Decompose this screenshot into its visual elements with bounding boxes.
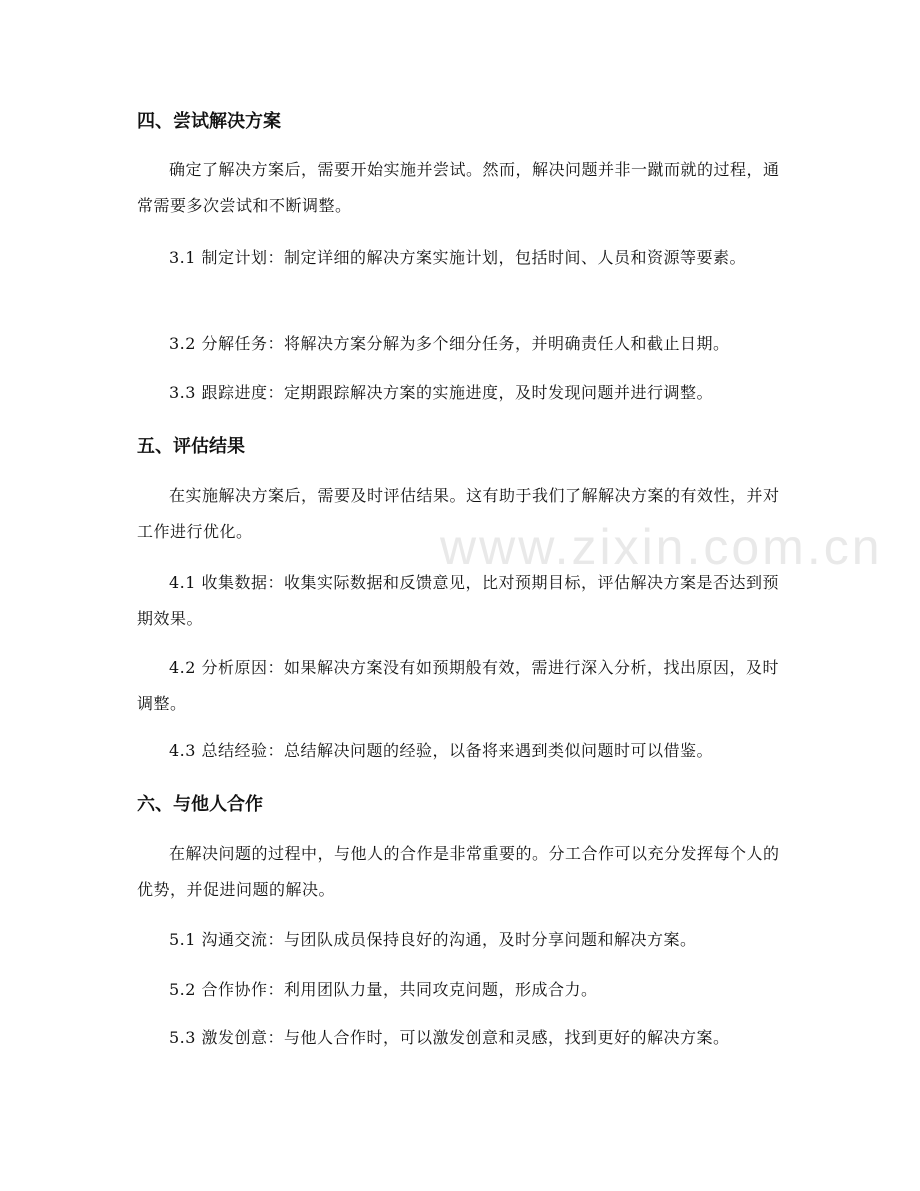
watermark: www.zixin.com.cn [440,519,883,575]
paragraph: 5.2 合作协作：利用团队力量，共同攻克问题，形成合力。 [169,980,598,999]
paragraph: 5.3 激发创意：与他人合作时，可以激发创意和灵感，找到更好的解决方案。 [169,1028,730,1047]
paragraph: 5.1 沟通交流：与团队成员保持良好的沟通，及时分享问题和解决方案。 [169,930,697,949]
section-heading: 六、与他人合作 [137,794,263,815]
paragraph: 4.3 总结经验：总结解决问题的经验，以备将来遇到类似问题时可以借鉴。 [169,741,714,760]
paragraph: 4.2 分析原因：如果解决方案没有如预期般有效，需进行深入分析，找出原因，及时调整。 [137,658,780,713]
paragraph: 3.3 跟踪进度：定期跟踪解决方案的实施进度，及时发现问题并进行调整。 [169,383,714,402]
section-heading: 四、尝试解决方案 [137,111,281,132]
paragraph: 确定了解决方案后，需要开始实施并尝试。然而，解决问题并非一蹴而就的过程，通常需要多次尝试和不断调整。 [137,160,780,215]
paragraph: 3.2 分解任务：将解决方案分解为多个细分任务，并明确责任人和截止日期。 [169,334,730,353]
paragraph: 4.1 收集数据：收集实际数据和反馈意见，比对预期目标，评估解决方案是否达到预期效果。 [137,573,780,628]
paragraph: 在实施解决方案后，需要及时评估结果。这有助于我们了解解决方案的有效性，并对工作进行优化。 [137,486,780,541]
paragraph: 3.1 制定计划：制定详细的解决方案实施计划，包括时间、人员和资源等要素。 [169,248,747,267]
section-heading: 五、评估结果 [137,436,245,457]
paragraph: 在解决问题的过程中，与他人的合作是非常重要的。分工合作可以充分发挥每个人的优势，并促进问题的解决。 [137,844,780,899]
